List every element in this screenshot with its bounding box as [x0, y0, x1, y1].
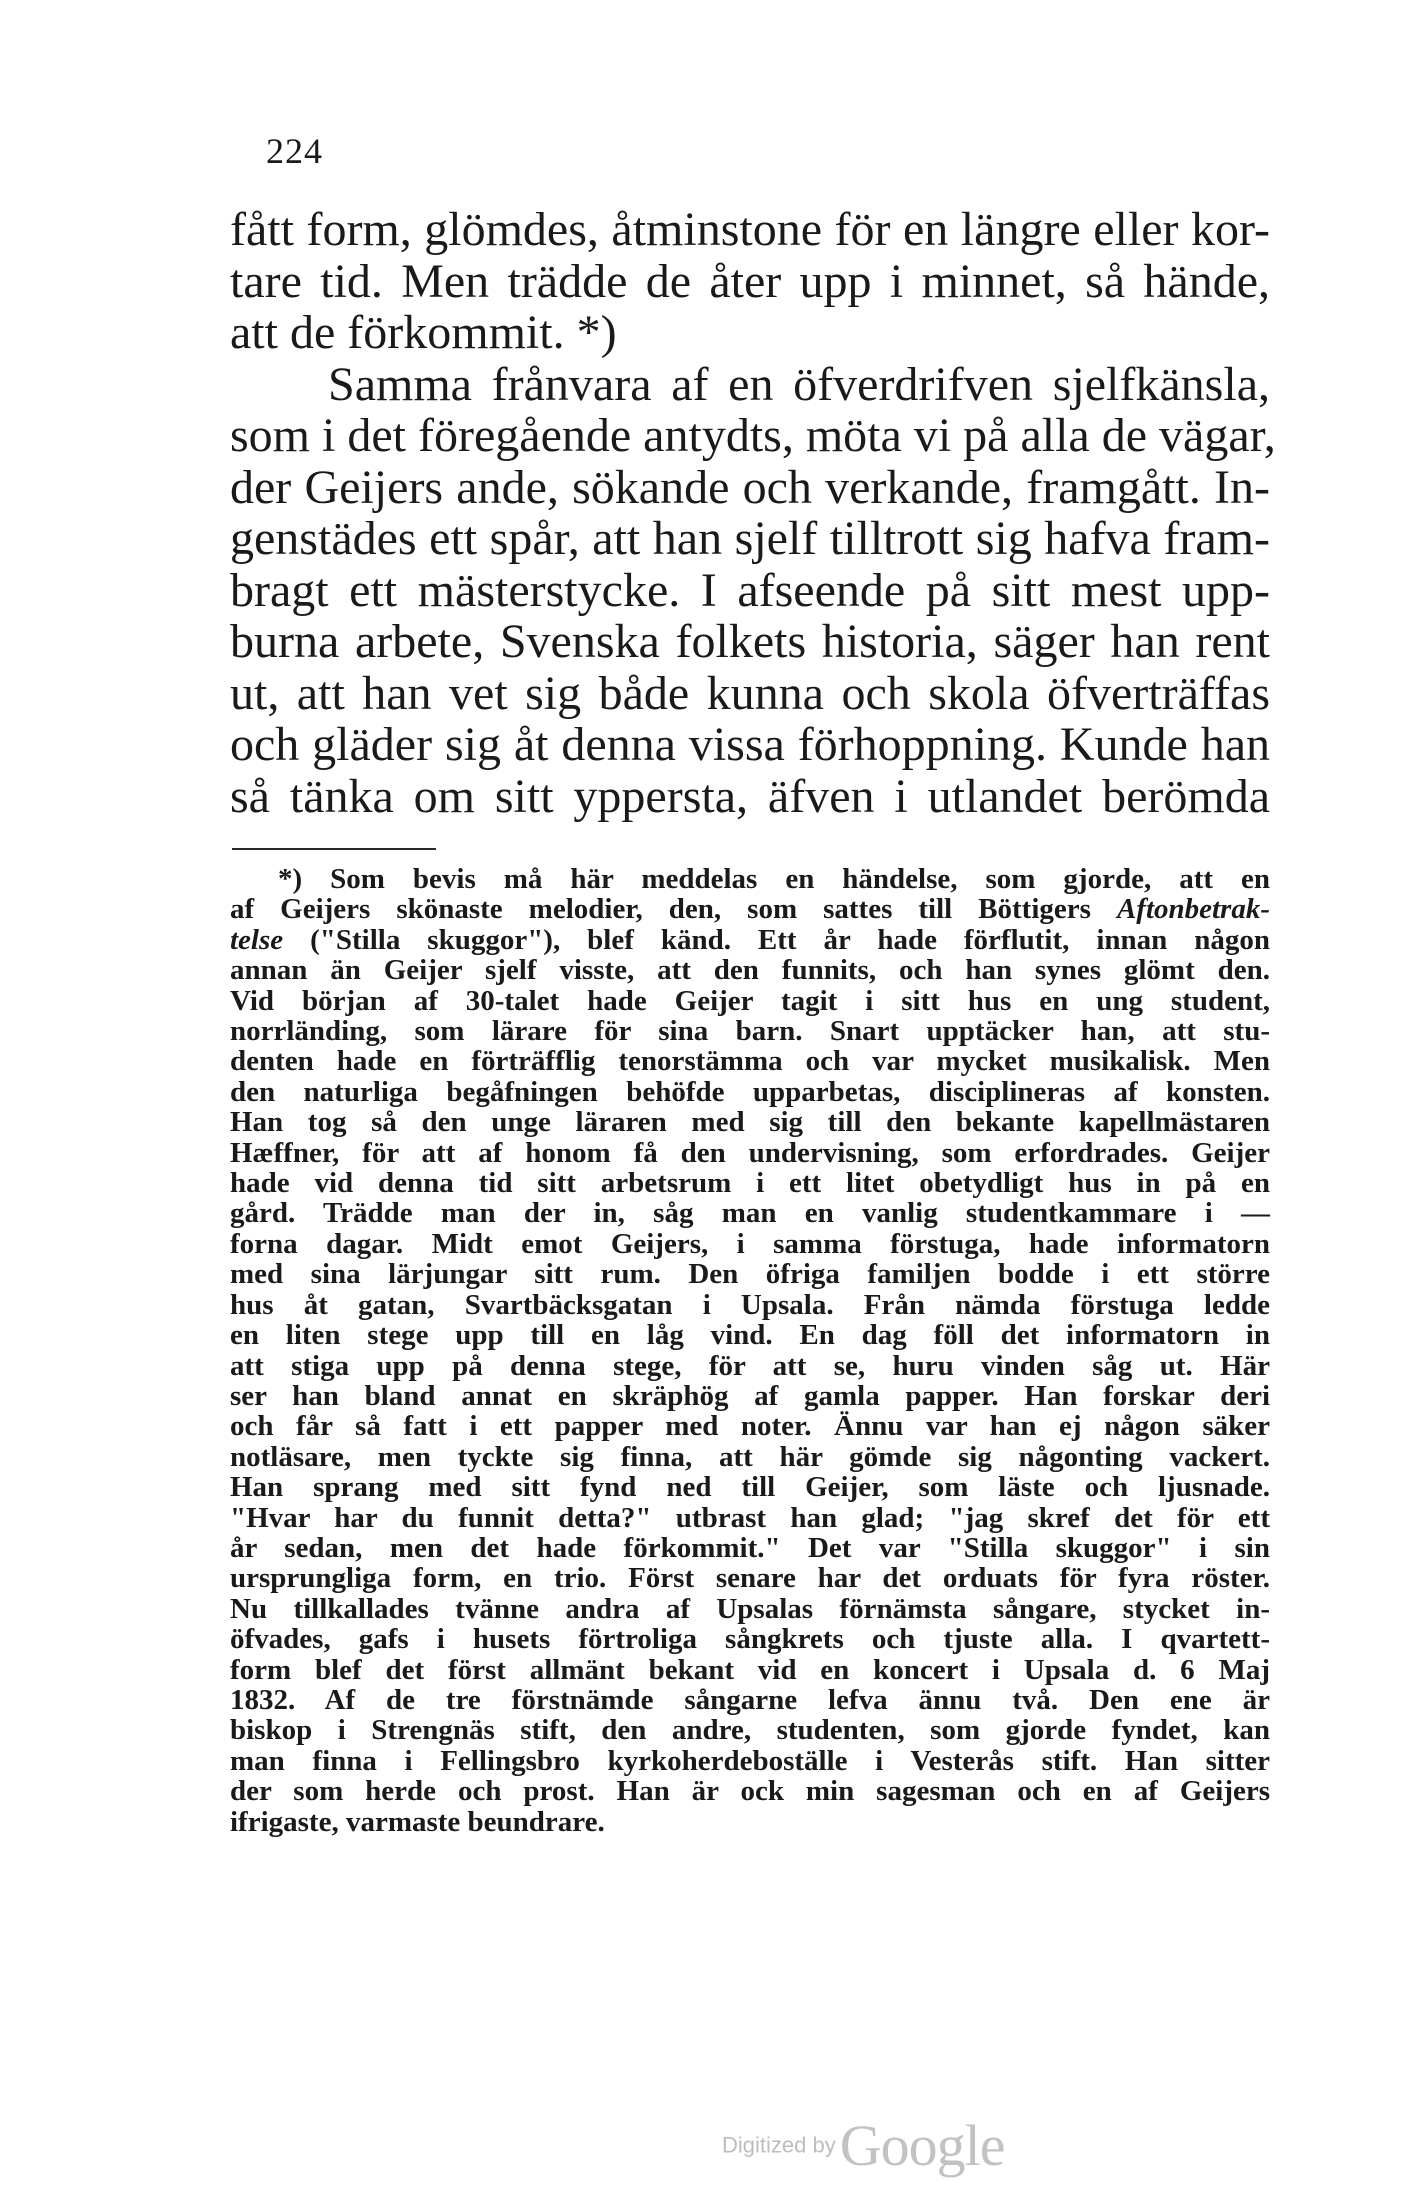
footnote-line: der som herde och prost. Han är ock min sagesman och en af Geijers — [230, 1775, 1270, 1808]
footnote-line — [230, 894, 1270, 924]
text-line: och gläder sig åt denna vissa förhoppning. Kunde han — [230, 718, 1270, 771]
text-line: Samma frånvara af en öfverdrifven sjelfkänsla, — [328, 357, 1270, 411]
footnote-line: *) Som bevis må här meddelas en händelse, som gjorde, att en — [278, 863, 1270, 895]
footnote-line: en liten stege upp till en låg vind. En dag föll det informatorn in — [230, 1319, 1270, 1352]
text-line: burna arbete, Svenska folkets historia, säger han rent — [230, 615, 1270, 668]
main-text — [230, 203, 1276, 823]
footnote-line: hade vid denna tid sitt arbetsrum i ett litet obetydligt hus in på en — [230, 1167, 1270, 1200]
footnote-line: år sedan, men det hade förkommit." Det var "Stilla skuggor" i sin — [230, 1531, 1270, 1564]
text-line: tare tid. Men trädde de åter upp i minnet, så hände, — [230, 254, 1270, 308]
footnote-line: biskop i Strengnäs stift, den andre, studenten, som gjorde fyndet, kan — [230, 1714, 1270, 1747]
footnote-line: att stiga upp på denna stege, för att se, huru vinden såg ut. Här — [230, 1349, 1270, 1382]
footnote-line: ifrigaste, varmaste beundrare. — [230, 1805, 605, 1838]
google-logo: Google — [839, 2113, 1005, 2178]
footnote-line — [230, 925, 1270, 955]
footnote-line: hus åt gatan, Svartbäcksgatan i Upsala. Från nämda förstuga ledde — [230, 1288, 1270, 1321]
text-line: fått form, glömdes, åtminstone för en längre eller kor- — [230, 203, 1270, 256]
footnote-line: ursprungliga form, en trio. Först senare har det orduats för fyra röster. — [230, 1562, 1270, 1595]
footnote-line: form blef det först allmänt bekant vid en koncert i Upsala d. 6 Maj — [230, 1653, 1270, 1686]
footnote-line: Nu tillkallades tvänne andra af Upsalas förnämsta sångare, stycket in- — [230, 1592, 1270, 1625]
digitized-by-google-watermark — [722, 2112, 1004, 2179]
footnote-line: Han sprang med sitt fynd ned till Geijer, som läste och ljusnade. — [230, 1471, 1270, 1504]
text-line: bragt ett mästerstycke. I afseende på sitt mest upp- — [230, 563, 1270, 617]
footnote-line: gård. Trädde man der in, såg man en vanlig studentkammare i — — [230, 1197, 1270, 1230]
page-number: 224 — [266, 131, 323, 171]
footnote-line: "Hvar har du funnit detta?" utbrast han glad; "jag skref det för ett — [230, 1501, 1270, 1534]
footnote-line: den naturliga begåfningen behöfde upparbetas, disciplineras af konsten. — [230, 1075, 1270, 1108]
footnote-line: Hæffner, för att af honom få den undervisning, som erfordrades. Geijer — [230, 1136, 1270, 1169]
text-line: genstädes ett spår, att han sjelf tilltrott sig hafva fram- — [230, 512, 1270, 565]
footnote — [230, 864, 1270, 1837]
footnote-divider — [232, 848, 436, 850]
footnote-line: med sina lärjungar sitt rum. Den öfriga familjen bodde i ett större — [230, 1258, 1270, 1291]
footnote-line: annan än Geijer sjelf visste, att den funnits, och han synes glömt den. — [230, 954, 1270, 987]
footnote-line: notläsare, men tyckte sig finna, att här gömde sig någonting vackert. — [230, 1440, 1270, 1473]
footnote-line: ser han bland annat en skräphög af gamla papper. Han forskar deri — [230, 1379, 1270, 1412]
footnote-line: och får så fatt i ett papper med noter. Ännu var han ej någon säker — [230, 1410, 1270, 1443]
footnote-line: Han tog så den unge läraren med sig till den bekante kapellmästaren — [230, 1106, 1270, 1139]
footnote-line: öfvades, gafs i husets förtroliga sångkrets och tjuste alla. I qvartett- — [230, 1623, 1270, 1656]
footnote-line: forna dagar. Midt emot Geijers, i samma förstuga, hade informatorn — [230, 1227, 1270, 1260]
footnote-line: norrländing, som lärare för sina barn. Snart upptäcker han, att stu- — [230, 1015, 1270, 1048]
footnote-title-italic: telse — [230, 923, 284, 956]
footnote-line: 1832. Af de tre förstnämde sångarne lefva ännu två. Den ene är — [230, 1683, 1270, 1716]
text-line: som i det föregående antydts, möta vi på alla de vägar, — [230, 409, 1276, 462]
footnote-line: Vid början af 30-talet hade Geijer tagit i sitt hus en ung student, — [230, 984, 1270, 1017]
text-line: der Geijers ande, sökande och verkande, framgått. In- — [230, 460, 1270, 514]
text-line: ut, att han vet sig både kunna och skola öfverträffas — [230, 666, 1270, 720]
footnote-line: denten hade en förträfflig tenorstämma och var mycket musikalisk. Men — [230, 1045, 1270, 1078]
watermark-prefix: Digitized by — [722, 2132, 836, 2158]
footnote-text: af Geijers skönaste melodier, den, som sattes till Böttigers — [230, 893, 1117, 926]
text-line: så tänka om sitt yppersta, äfven i utlandet berömda — [230, 769, 1270, 823]
footnote-text: ("Stilla skuggor"), blef känd. Ett år hade förflutit, innan någon — [283, 923, 1270, 956]
footnote-title-italic: Aftonbetrak- — [1116, 893, 1270, 926]
text-line: att de förkommit. *) — [230, 306, 617, 359]
footnote-line: man finna i Fellingsbro kyrkoherdeboställe i Vesterås stift. Han sitter — [230, 1744, 1270, 1777]
